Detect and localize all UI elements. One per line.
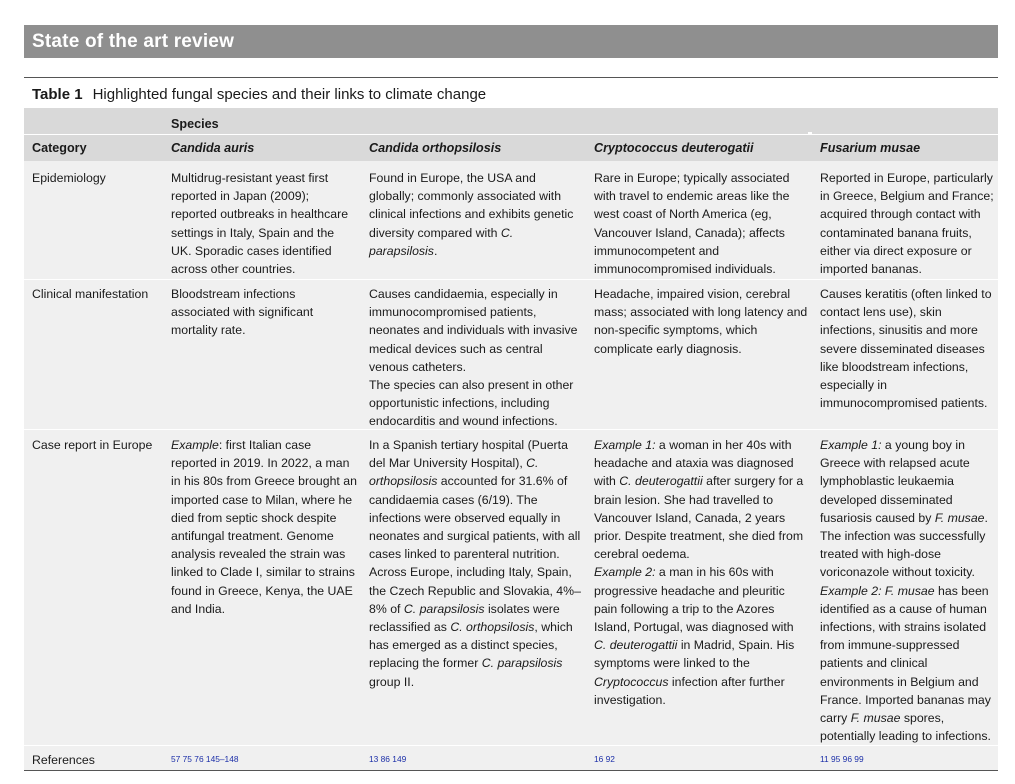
ref-orthopsilosis[interactable]: 13 86 149 (369, 754, 407, 764)
row-label-epidemiology: Epidemiology (32, 171, 106, 185)
category-heading: Category (32, 141, 87, 155)
table-caption (24, 78, 998, 108)
table-bottom-rule (24, 770, 998, 771)
table-grid (24, 108, 998, 770)
table-caption-text: Highlighted fungal species and their links to climate change (92, 86, 487, 103)
cell-case-orthopsilosis: In a Spanish tertiary hospital (Puerta del Mar University Hospital), C. orthopsilosis accounted for 31.6% of candidaemia cases (6/19). The infections were observed equally in neonates and surgical patients, with all cases linked to parenteral nutrition. Across Europe, including Italy, Spain, the Czech Republic and Slovakia, 4%–8% of C. parapsilosis isolates were reclassified as C. orthopsilosis, which has emerged as a distinct species, replacing the former C. parapsilosis group II. (369, 438, 581, 689)
cell-epi-cryptococcus: Rare in Europe; typically associated with travel to endemic areas like the west coast of North America (eg, Vancouver Island, Canada); affects immunocompetent and immunocompromised individuals. (594, 171, 790, 277)
species-fusarium-musae: Fusarium musae (820, 141, 921, 155)
table-label: Table 1 (32, 86, 83, 103)
cell-clin-orthopsilosis: Causes candidaemia, especially in immunocompromised patients, neonates and individuals with invasive medical devices such as central venous catheters. The species can also present in other opportunistic infections, including endocarditis and wound infections. (369, 287, 578, 429)
species-candida-orthopsilosis: Candida orthopsilosis (369, 141, 502, 155)
cell-epi-orthopsilosis: Found in Europe, the USA and globally; commonly associated with clinical infections and exhibits genetic diversity compared with C. parapsilosis. (369, 171, 574, 258)
row-label-clinical: Clinical manifestation (32, 287, 149, 301)
table-row-references (24, 745, 998, 770)
cell-epi-auris: Multidrug-resistant yeast first reported in Japan (2009); reported outbreaks in healthcare settings in Italy, Spain and the UK. Sporadic cases identified across other countries. (171, 171, 349, 277)
ref-fusarium[interactable]: 11 95 96 99 (820, 754, 864, 764)
cell-clin-fusarium: Causes keratitis (often linked to contact lens use), skin infections, sinusitis and more severe disseminated diseases like bloodstream infections, especially in immunocompromised patients. (820, 287, 992, 411)
ref-auris[interactable]: 57 75 76 145–148 (171, 754, 239, 764)
row-label-case-report: Case report in Europe (32, 438, 153, 452)
species-candida-auris: Candida auris (171, 141, 255, 155)
cell-case-auris: Example: first Italian case reported in 2019. In 2022, a man in his 80s from Greece brought an imported case to Milan, where he died from septic shock despite antifungal treatment. Genome analysis revealed the strain was linked to Clade I, similar to strains found in Greece, Kenya, the UAE and India. (171, 438, 357, 616)
table-row-clinical (24, 279, 998, 429)
species-cryptococcus-deuterogatii: Cryptococcus deuterogatii (594, 141, 754, 155)
cell-case-fusarium: Example 1: a young boy in Greece with relapsed acute lymphoblastic leukaemia developed disseminated fusariosis caused by F. musae. The infection was successfully treated with high-dose voriconazole without toxicity. Example 2: F. musae has been identified as a cause of human infections, with strains isolated from immune-suppressed patients and clinical environments in Belgium and France. Imported bananas may carry F. musae spores, potentially leading to infections. (820, 438, 991, 744)
species-heading: Species (171, 117, 219, 131)
column-header-row (24, 134, 998, 161)
cell-clin-cryptococcus: Headache, impaired vision, cerebral mass; associated with long latency and non-specific symptoms, which complicate early diagnosis. (594, 287, 808, 356)
ref-cryptococcus[interactable]: 16 92 (594, 754, 615, 764)
table-row-case-report (24, 429, 998, 745)
row-label-references: References (32, 753, 95, 767)
table-1 (24, 77, 998, 771)
species-heading-row (24, 108, 998, 134)
cell-epi-fusarium: Reported in Europe, particularly in Greece, Belgium and France; acquired through contact with contaminated banana fruits, either via direct exposure or imported bananas. (820, 171, 994, 277)
cell-clin-auris: Bloodstream infections associated with significant mortality rate. (171, 287, 314, 338)
cell-case-cryptococcus: Example 1: a woman in her 40s with headache and ataxia was diagnosed with C. deuterogattii after surgery for a brain lesion. She had travelled to Vancouver Island, Canada, 2 years prior. Despite treatment, she died from cerebral oedema. Example 2: a man in his 60s with progressive headache and pleuritic pain following a trip to the Azores Island, Portugal, was diagnosed with C. deuterogattii in Madrid, Spain. His symptoms were linked to the Cryptococcus infection after further investigation. (594, 438, 804, 707)
section-banner: State of the art review (24, 25, 998, 58)
table-row-epidemiology (24, 161, 998, 279)
